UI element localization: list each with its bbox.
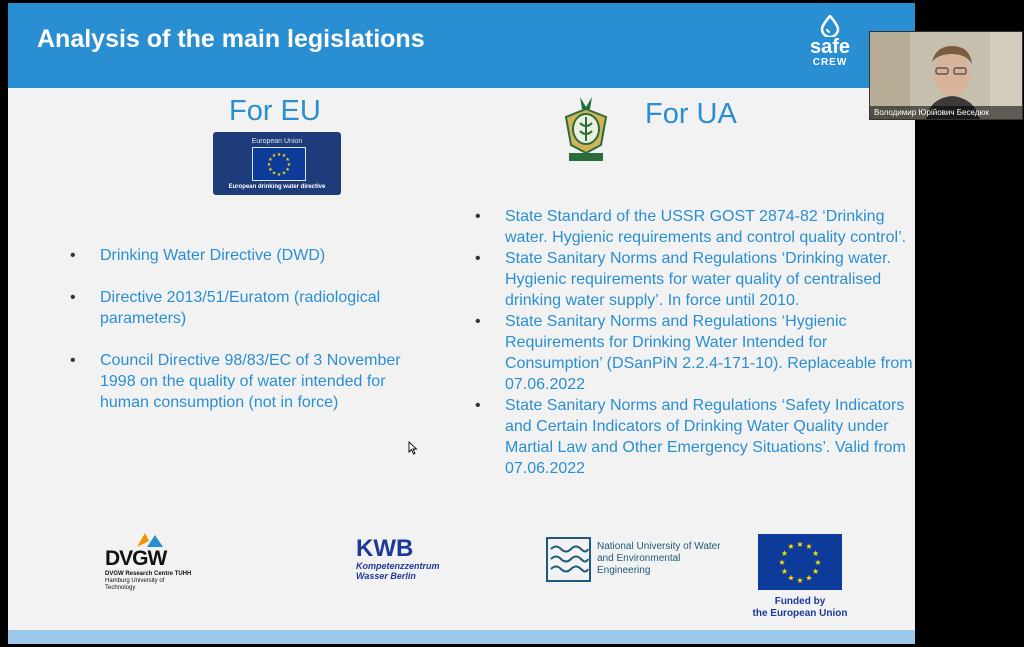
nuwee-waves-icon — [546, 537, 591, 582]
nuwee-logo — [546, 537, 731, 583]
eu-star-icon: ★ — [814, 557, 822, 567]
eu-star-icon: ★ — [778, 557, 786, 567]
funded-line2: the European Union — [752, 608, 848, 619]
safe-crew-logo — [804, 15, 856, 77]
kwb-wordmark: KWB — [356, 535, 414, 562]
eu-star-icon: ★ — [812, 566, 820, 576]
eu-star-icon: ★ — [271, 170, 277, 177]
nuwee-line3: Engineering — [597, 565, 651, 576]
nuwee-line1: National University of Water — [597, 541, 721, 552]
eu-star-icon: ★ — [805, 573, 813, 583]
dvgw-flame-icon — [135, 531, 165, 547]
eu-heading: For EU — [229, 95, 321, 127]
eu-star-icon: ★ — [780, 566, 788, 576]
list-item: • State Standard of the USSR GOST 2874-82 ‘Drinking water. Hygienic requirements and control quality control’. — [475, 206, 915, 248]
list-item: • Drinking Water Directive (DWD) — [70, 245, 410, 266]
list-item: • State Sanitary Norms and Regulations ‘Drinking water. Hygienic requirements for water quality of centralised drinking water supply’. In force until 2010. — [475, 248, 915, 311]
eu-flag-icon — [252, 147, 306, 181]
participant-video-tile[interactable] — [869, 31, 1023, 120]
eu-flag-icon — [758, 534, 842, 590]
list-item: • State Sanitary Norms and Regulations ‘Safety Indicators and Certain Indicators of Drinking Water Quality under Martial Law and Other Emergency Situations’. Valid from 07.06.2022 — [475, 395, 915, 479]
eu-star-icon: ★ — [285, 166, 290, 173]
slide-footer-bar — [8, 630, 915, 644]
list-item: • Directive 2013/51/Euratom (radiological parameters) — [70, 287, 410, 329]
eu-star-icon: ★ — [787, 573, 795, 583]
funded-by-eu-logo — [744, 534, 856, 620]
eu-card-caption: European drinking water directive — [228, 184, 326, 190]
eu-legislation-list — [70, 245, 410, 434]
nuwee-line2: and Environmental — [597, 553, 681, 564]
eu-directive-card — [213, 132, 341, 195]
ua-legislation-list — [475, 206, 915, 479]
eu-star-icon: ★ — [271, 153, 277, 160]
list-item: • State Sanitary Norms and Regulations ‘Hygienic Requirements for Drinking Water Intended for Consumption’ (DSanPiN 2.2.4-171-10). Replaceable from 07.06.2022 — [475, 311, 915, 395]
mouse-cursor-icon — [408, 441, 418, 455]
eu-star-icon: ★ — [796, 575, 804, 585]
list-item: • Council Directive 98/83/EC of 3 November 1998 on the quality of water intended for human consumption (not in force) — [70, 350, 410, 413]
eu-star-icon: ★ — [805, 542, 813, 552]
eu-star-icon: ★ — [787, 542, 795, 552]
eu-star-icon: ★ — [281, 170, 287, 177]
kwb-line1: Kompetenzzentrum — [356, 561, 440, 571]
dvgw-line2: Hamburg University of Technology — [105, 578, 165, 591]
logo-word-safe: safe — [809, 36, 851, 58]
presentation-slide — [8, 3, 915, 644]
slide-title: Analysis of the main legislations — [37, 25, 425, 53]
participant-name-label: Володимир Юрійович Беседюк — [870, 106, 1022, 119]
eu-star-icon: ★ — [286, 161, 292, 168]
eu-card-title: European Union — [251, 138, 303, 145]
kwb-line2: Wasser Berlin — [356, 571, 416, 581]
eu-star-icon: ★ — [276, 171, 282, 178]
eu-star-icon: ★ — [276, 151, 282, 158]
eu-star-icon: ★ — [268, 156, 273, 163]
eu-star-icon: ★ — [796, 539, 804, 549]
dvgw-line1: DVGW Research Centre TUHH — [105, 571, 192, 577]
eu-star-icon: ★ — [281, 153, 287, 160]
eu-star-icon: ★ — [812, 548, 820, 558]
dvgw-logo — [105, 531, 195, 592]
funded-line1: Funded by — [774, 596, 826, 607]
eu-star-icon: ★ — [780, 548, 788, 558]
logo-word-crew: CREW — [812, 57, 848, 68]
ukraine-sanitary-emblem-icon — [561, 95, 611, 163]
ua-heading: For UA — [645, 98, 737, 130]
eu-star-icon: ★ — [268, 166, 273, 173]
eu-star-icon: ★ — [285, 156, 290, 163]
slide-header — [8, 3, 915, 88]
dvgw-wordmark: DVGW — [105, 547, 167, 570]
kwb-logo — [356, 537, 446, 581]
water-drop-icon — [820, 15, 840, 37]
eu-star-icon: ★ — [266, 161, 272, 168]
